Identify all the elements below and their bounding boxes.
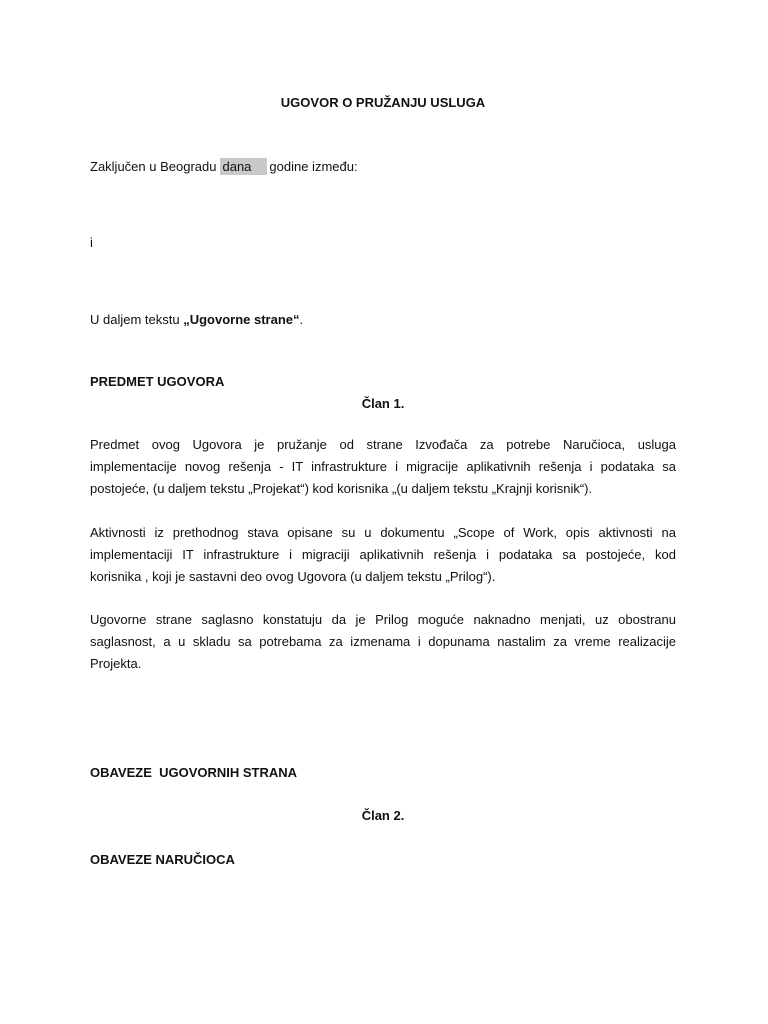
paragraph-line: implementacije novog rešenja - IT infrastrukture i migracije aplikativnih rešenja i podataka sa (90, 459, 676, 474)
section1-paragraph-2 (90, 522, 676, 588)
paragraph-line: Ugovorne strane saglasno konstatuju da je Prilog moguće naknadno menjati, uz obostranu (90, 612, 676, 627)
paragraph-line: implementaciji IT infrastrukture i migraciji aplikativnih rešenja i podataka sa postojeće, kod (90, 547, 676, 562)
document-title: UGOVOR O PRUŽANJU USLUGA (280, 95, 486, 110)
paragraph-line: korisnika , koji je sastavni deo ovog Ugovora (u daljem tekstu „Prilog“). (90, 569, 496, 584)
paragraph-line: Predmet ovog Ugovora je pružanje od strane Izvođača za potrebe Naručioca, usluga (90, 437, 676, 452)
paragraph-line: postojeće, (u daljem tekstu „Projekat“) kod korisnika „(u daljem tekstu „Krajnji korisnik“). (90, 481, 593, 496)
article2-label: Član 2. (361, 808, 405, 823)
intro-line (90, 159, 358, 174)
section1-paragraph-3 (90, 609, 676, 675)
parties-term: „Ugovorne strane“ (183, 312, 300, 327)
section1-heading: PREDMET UGOVORA (90, 374, 225, 389)
parties-suffix: . (299, 312, 304, 327)
section1-paragraph-1 (90, 434, 676, 500)
parties-line (90, 312, 303, 327)
paragraph-line: Projekta. (90, 656, 142, 671)
article1-label: Član 1. (361, 396, 405, 411)
parties-prefix: U daljem tekstu (90, 312, 184, 327)
conjunction-text: i (90, 235, 93, 250)
date-placeholder-highlight: dana (220, 158, 267, 175)
paragraph-line: saglasnost, a u skladu sa potrebama za izmenama i dopunama nastalim za vreme realizacije (90, 634, 676, 649)
intro-text-before: Zaključen u Beogradu (90, 159, 217, 174)
intro-text-after: godine između: (269, 159, 358, 174)
paragraph-line: Aktivnosti iz prethodnog stava opisane su u dokumentu „Scope of Work, opis aktivnosti na (90, 525, 676, 540)
section2-heading: OBAVEZE UGOVORNIH STRANA (90, 765, 298, 780)
section2-subheading: OBAVEZE NARUČIOCA (90, 852, 235, 867)
